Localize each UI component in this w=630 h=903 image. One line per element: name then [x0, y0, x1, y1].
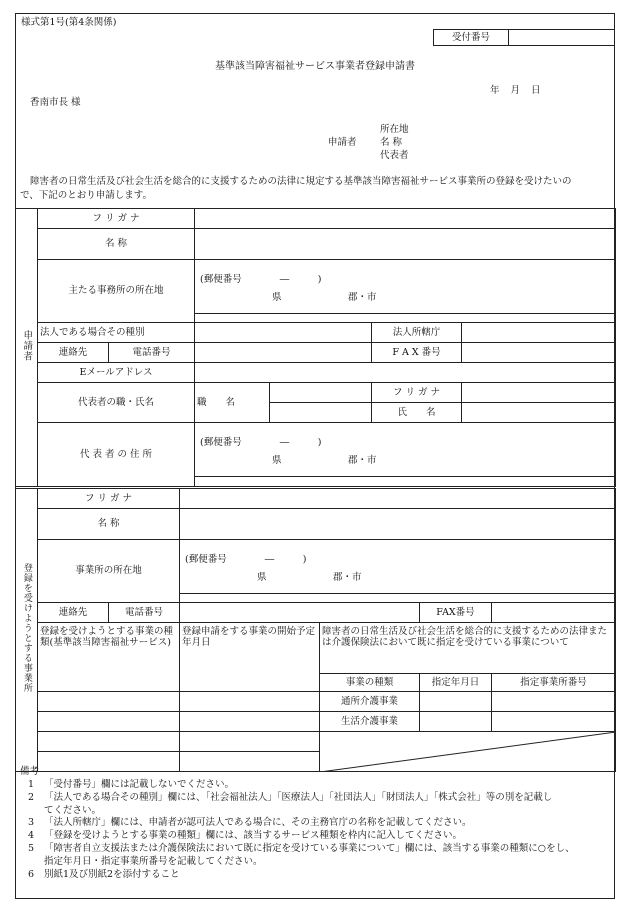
position-field-top[interactable] [270, 383, 372, 403]
service-type-field-4[interactable] [38, 752, 180, 772]
corp-type-field[interactable] [195, 323, 372, 343]
facility-phone-label: 電話番号 [109, 603, 180, 623]
facility-name-label: 名 称 [38, 509, 180, 540]
position-label: 職 名 [195, 383, 270, 423]
existing-date-1[interactable] [420, 692, 492, 712]
col-number-header: 指定事業所番号 [492, 674, 616, 692]
phone-label: 電話番号 [109, 343, 195, 363]
applicant-address-label: 所在地 [380, 124, 409, 135]
note-number: 3 [28, 817, 35, 829]
email-field[interactable] [195, 363, 616, 383]
rep-postal-label: (郵便番号 ― ) [200, 437, 322, 448]
existing-number-1[interactable] [492, 692, 616, 712]
existing-designation-label: 障害者の日常生活及び社会生活を総合的に支援するための法律または介護保険法において既に指定を受けている事業について [320, 623, 616, 674]
facility-section-label: 登録を受けようとする事業所 [16, 489, 38, 772]
page-title: 基準該当障害福祉サービス事業者登録申請書 [215, 61, 415, 72]
notes-section [20, 766, 39, 779]
receipt-label: 受付番号 [434, 30, 509, 46]
note-item [28, 792, 575, 805]
note-number: 6 [28, 868, 35, 880]
receipt-box [433, 29, 615, 46]
note-text: 「法人所轄庁」欄には、申請者が認可法人である場合に、その主務官庁の名称を記載してください。 [44, 817, 472, 829]
contact-label: 連絡先 [38, 343, 109, 363]
note-number: 5 [28, 843, 35, 855]
applicant-section-label: 申請者 [16, 209, 38, 487]
existing-row-daily-care[interactable]: 生活介護事業 [320, 712, 420, 732]
office-prefecture-label: 県 [272, 291, 282, 303]
corp-type-label: 法人である場合その種別 [38, 323, 195, 343]
existing-date-2[interactable] [420, 712, 492, 732]
note-text: 「登録を受けようとする事業の種類」欄には、該当するサービス種類を枠内に記入してください。 [44, 830, 463, 842]
email-label: Eメールアドレス [38, 363, 195, 383]
rep-furigana-field[interactable] [462, 383, 616, 403]
office-county-city-label: 郡・市 [348, 291, 377, 303]
facility-contact-label: 連絡先 [38, 603, 109, 623]
facility-address-field[interactable] [180, 540, 616, 603]
date-line: 年 月 日 [490, 85, 545, 96]
office-postal-label: (郵便番号 ― ) [200, 273, 322, 285]
applicant-representative-label: 代表者 [380, 150, 409, 161]
service-type-field-1[interactable] [38, 692, 180, 712]
start-date-field-4[interactable] [180, 752, 320, 772]
start-date-label: 登録申請をする事業の開始予定年月日 [180, 623, 320, 692]
rep-address-field[interactable] [195, 423, 616, 487]
col-date-header: 指定年月日 [420, 674, 492, 692]
start-date-field-1[interactable] [180, 692, 320, 712]
furigana-label: フ リ ガ ナ [38, 209, 195, 229]
note-number: 4 [28, 830, 35, 842]
notes-list [28, 779, 575, 882]
facility-fax-label: FAX番号 [420, 603, 492, 623]
rep-name-label: 氏 名 [372, 403, 462, 423]
note-item [28, 779, 575, 792]
note-number: 2 [28, 791, 35, 803]
note-item [28, 805, 575, 818]
facility-furigana-field[interactable] [180, 489, 616, 509]
rep-prefecture-label: 県 [272, 455, 282, 466]
office-address-label: 主たる事務所の所在地 [38, 260, 195, 323]
facility-prefecture-label: 県 [257, 571, 267, 583]
form-number: 様式第1号(第4条関係) [21, 17, 117, 28]
start-date-field-3[interactable] [180, 732, 320, 752]
intro-line-2: で、下記のとおり申請します。 [20, 190, 153, 201]
existing-number-2[interactable] [492, 712, 616, 732]
furigana-field[interactable] [195, 209, 616, 229]
note-text: 別紙1及び別紙2を添付すること [44, 868, 180, 880]
applicant-table [15, 208, 616, 487]
office-address-field[interactable] [195, 260, 616, 323]
name-label: 名 称 [38, 229, 195, 260]
service-type-field-3[interactable] [38, 732, 180, 752]
fax-field[interactable] [462, 343, 616, 363]
note-item [28, 843, 575, 856]
note-item [28, 856, 575, 869]
notes-title: 備考 [20, 766, 40, 777]
rep-title-name-label: 代表者の職・氏名 [38, 383, 195, 423]
note-item [28, 817, 575, 830]
rep-name-field[interactable] [462, 403, 616, 423]
facility-fax-field[interactable] [492, 603, 616, 623]
note-text: 「法人である場合その種別」欄には、「社会福祉法人」「医療法人」「社団法人」「財団法人」「株式会社」等の別を記載し [44, 791, 553, 803]
phone-field[interactable] [195, 343, 372, 363]
corp-authority-field[interactable] [462, 323, 616, 343]
fax-label: F A X 番号 [372, 343, 462, 363]
note-number: 1 [28, 779, 35, 790]
note-text: 「受付番号」欄には記載しないでください。 [44, 779, 235, 790]
intro-line-1: 障害者の日常生活及び社会生活を総合的に支援するための法律に規定する基準該当障害福祉サービス事業所の登録を受けたいの [30, 176, 572, 187]
existing-blank-area [320, 732, 616, 772]
applicant-label: 申請者 [328, 137, 357, 148]
name-field[interactable] [195, 229, 616, 260]
rep-furigana-label: フ リ ガ ナ [372, 383, 462, 403]
rep-address-label: 代 表 者 の 住 所 [38, 423, 195, 487]
rep-county-city-label: 郡・市 [348, 455, 377, 466]
corp-authority-label: 法人所轄庁 [372, 323, 462, 343]
facility-furigana-label: フ リ ガ ナ [38, 489, 180, 509]
note-text: 指定年月日・指定事業所番号を記載してください。 [44, 855, 263, 867]
applicant-name-label: 名 称 [380, 137, 403, 148]
service-type-label: 登録を受けようとする事業の種類(基準該当障害福祉サービス) [38, 623, 180, 692]
service-type-field-2[interactable] [38, 712, 180, 732]
note-item [28, 869, 575, 882]
facility-phone-field[interactable] [180, 603, 420, 623]
note-text: てください。 [44, 804, 102, 816]
note-text: 「障害者自立支援法または介護保険法において既に指定を受けている事業について」欄には、該当する事業の種類に○をし、 [44, 843, 575, 855]
note-item [28, 830, 575, 843]
col-kind-header: 事業の種類 [320, 674, 420, 692]
diagonal-line [320, 732, 616, 772]
facility-table [15, 488, 616, 772]
facility-postal-label: (郵便番号 ― ) [185, 553, 307, 565]
position-field-bottom[interactable] [270, 403, 372, 423]
start-date-field-2[interactable] [180, 712, 320, 732]
existing-row-day-service[interactable]: 通所介護事業 [320, 692, 420, 712]
receipt-value-field[interactable] [509, 30, 615, 46]
facility-county-city-label: 郡・市 [333, 571, 362, 583]
addressee: 香南市長 様 [30, 97, 81, 108]
facility-name-field[interactable] [180, 509, 616, 540]
facility-address-label: 事業所の所在地 [38, 540, 180, 603]
